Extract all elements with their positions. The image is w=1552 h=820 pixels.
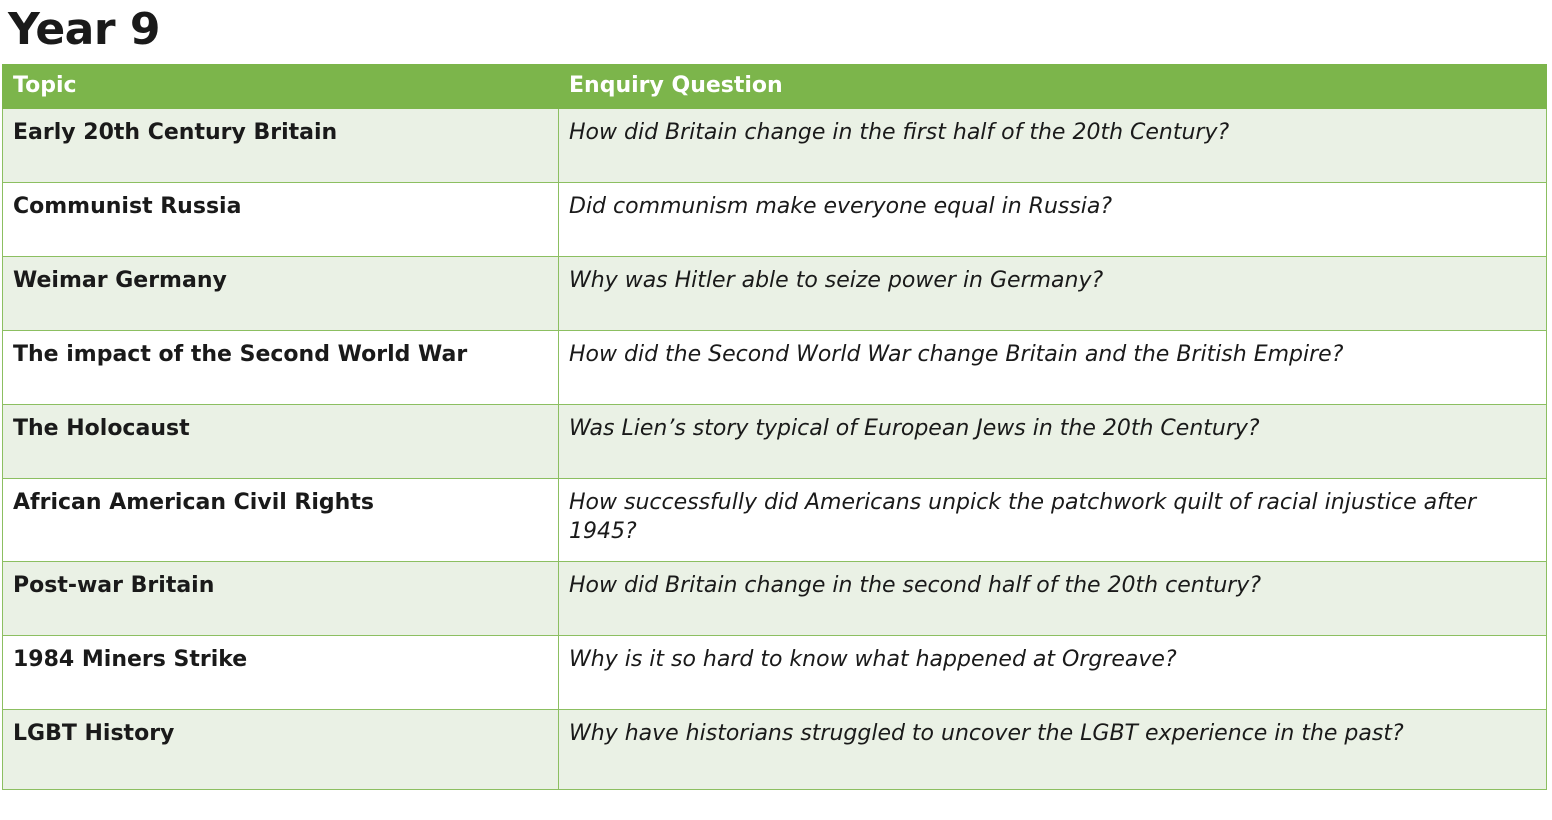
table-row	[3, 109, 1547, 183]
table-row	[3, 479, 1547, 561]
table-body	[3, 109, 1547, 789]
table-row	[3, 405, 1547, 479]
cell-enquiry-question: How did Britain change in the first half of the 20th Century?	[559, 109, 1547, 183]
cell-enquiry-question: Why is it so hard to know what happened at Orgreave?	[559, 635, 1547, 709]
cell-enquiry-question: Did communism make everyone equal in Russia?	[559, 183, 1547, 257]
column-header-topic: Topic	[3, 65, 559, 109]
cell-topic: African American Civil Rights	[3, 479, 559, 561]
table-row	[3, 709, 1547, 789]
cell-enquiry-question: How successfully did Americans unpick the patchwork quilt of racial injustice after 1945?	[559, 479, 1547, 561]
cell-topic: Weimar Germany	[3, 257, 559, 331]
cell-enquiry-question: How did Britain change in the second half of the 20th century?	[559, 561, 1547, 635]
cell-topic: Post-war Britain	[3, 561, 559, 635]
cell-enquiry-question: Why have historians struggled to uncover the LGBT experience in the past?	[559, 709, 1547, 789]
table-row	[3, 561, 1547, 635]
cell-topic: Early 20th Century Britain	[3, 109, 559, 183]
column-header-enquiry-question: Enquiry Question	[559, 65, 1547, 109]
cell-enquiry-question: How did the Second World War change Britain and the British Empire?	[559, 331, 1547, 405]
page-title: Year 9	[8, 4, 160, 55]
table-row	[3, 635, 1547, 709]
cell-topic: The Holocaust	[3, 405, 559, 479]
cell-enquiry-question: Was Lien’s story typical of European Jews in the 20th Century?	[559, 405, 1547, 479]
table-row	[3, 331, 1547, 405]
cell-topic: The impact of the Second World War	[3, 331, 559, 405]
table-header	[3, 65, 1547, 109]
table-header-row	[3, 65, 1547, 109]
cell-topic: Communist Russia	[3, 183, 559, 257]
table-row	[3, 183, 1547, 257]
cell-topic: LGBT History	[3, 709, 559, 789]
cell-topic: 1984 Miners Strike	[3, 635, 559, 709]
cell-enquiry-question: Why was Hitler able to seize power in Germany?	[559, 257, 1547, 331]
curriculum-table	[2, 64, 1547, 789]
table-row	[3, 257, 1547, 331]
